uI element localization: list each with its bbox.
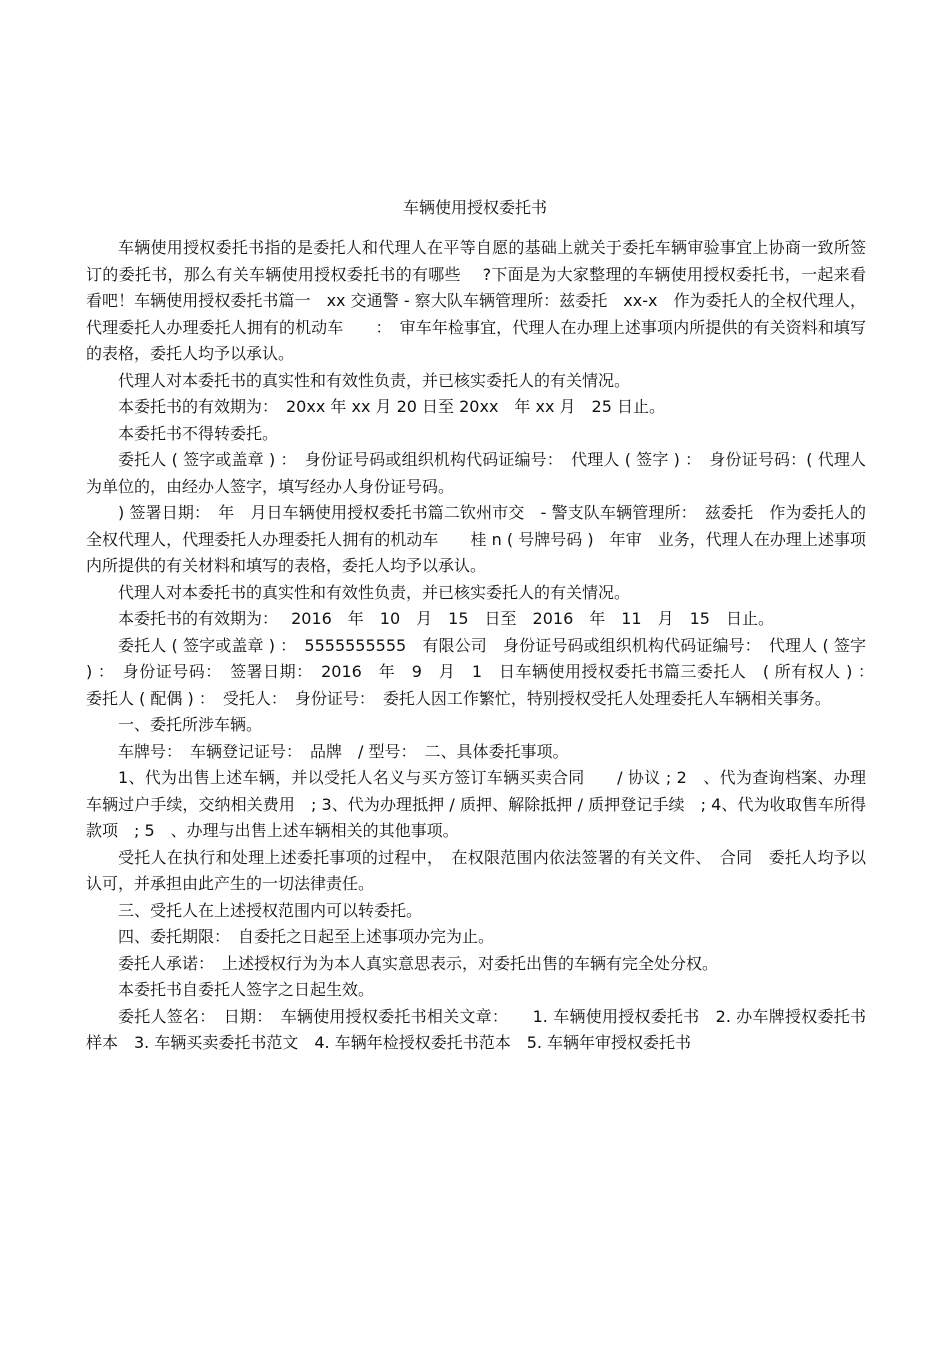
paragraph-agent-responsibility: 代理人对本委托书的真实性和有效性负责，并已核实委托人的有关情况。	[118, 370, 631, 390]
paragraph-effective: 本委托书自委托人签字之日起生效。	[118, 980, 375, 999]
paragraph-vehicle-info: 车牌号： 车辆登记证号： 品牌 / 型号： 二、具体委托事项。	[118, 741, 569, 761]
paragraph-validity-period: 本委托书的有效期为： 20xx 年 xx 月 20 日至 20xx 年 xx 月 25 日止。	[118, 397, 665, 416]
paragraph-section-vehicle: 一、委托所涉车辆。	[118, 715, 263, 734]
paragraph-template-three: 委托人 ( 签字或盖章 ) ： 5555555555 有限公司 身份证号码或组织机构代码证编号： 代理人 ( 签字 ) ： 身份证号码： 签署日期： 2016 年 9 月 1 日车辆使用授权委托书篇三委托人 ( 所有权人 ) ： 委托人 ( 配偶 ) ： 受托人： 身份证号： 委托人因工作繁忙，特别授权受托人处理委托人车辆相关事务。	[86, 635, 883, 708]
document-body	[86, 235, 883, 1057]
paragraph-intro: 车辆使用授权委托书指的是委托人和代理人在平等自愿的基础上就关于委托车辆审验事宜上协商一致所签订的委托书，那么有关车辆使用授权委托书的有哪些 ?下面是为大家整理的车辆使用授权委托书，一起来看看吧！车辆使用授权委托书篇一 xx 交通警 - 察大队车辆管理所：兹委托 xx-x 作为委托人的全权代理人，代理委托人办理委托人拥有的机动车 ： 审车年检事宜，代理人在办理上述事项内所提供的有关资料和填写的表格，委托人均予以承认。	[86, 238, 866, 363]
paragraph-agent-responsibility-two: 代理人对本委托书的真实性和有效性负责，并已核实委托人的有关情况。	[118, 582, 631, 602]
paragraph-commitment: 委托人承诺： 上述授权行为为本人真实意思表示，对委托出售的车辆有完全处分权。	[118, 953, 719, 973]
paragraph-section-term: 四、委托期限： 自委托之日起至上述事项办完为止。	[118, 927, 495, 946]
paragraph-section-subdelegation: 三、受托人在上述授权范围内可以转委托。	[118, 900, 423, 920]
paragraph-no-subdelegation: 本委托书不得转委托。	[118, 423, 279, 443]
paragraph-signatures: 委托人 ( 签字或盖章 ) ： 身份证号码或组织机构代码证编号： 代理人 ( 签字 ) ： 身份证号码：( 代理人为单位的，由经办人签字，填写经办人身份证号码。	[86, 450, 866, 496]
document-title: 车辆使用授权委托书	[402, 198, 547, 217]
paragraph-validity-period-two: 本委托书的有效期为： 2016 年 10 月 15 日至 2016 年 11 月 15 日止。	[118, 609, 774, 628]
paragraph-legal-responsibility: 受托人在执行和处理上述委托事项的过程中， 在权限范围内依法签署的有关文件、 合同 委托人均予以认可，并承担由此产生的一切法律责任。	[86, 847, 866, 893]
paragraph-entrusted-matters: 1、代为出售上述车辆，并以受托人名义与买方签订车辆买卖合同 / 协议 ; 2 、代为查询档案、办理车辆过户手续，交纳相关费用 ; 3、代为办理抵押 / 质押、解除抵押 / 质押登记手续 ; 4、代为收取售车所得款项 ; 5 、办理与出售上述车辆相关的其他事项。	[86, 768, 866, 840]
paragraph-template-two: ) 签署日期： 年 月日车辆使用授权委托书篇二钦州市交 - 警支队车辆管理所： 兹委托 作为委托人的全权代理人，代理委托人办理委托人拥有的机动车 桂 n ( 号牌号码 ) 年审 业务，代理人在办理上述事项内所提供的有关材料和填写的表格，委托人均予以承认。	[86, 503, 866, 575]
paragraph-related-articles: 委托人签名： 日期： 车辆使用授权委托书相关文章： 1. 车辆使用授权委托书 2. 办车牌授权委托书样本 3. 车辆买卖委托书范文 4. 车辆年检授权委托书范本 5. 车辆年审授权委托书	[86, 1006, 866, 1052]
